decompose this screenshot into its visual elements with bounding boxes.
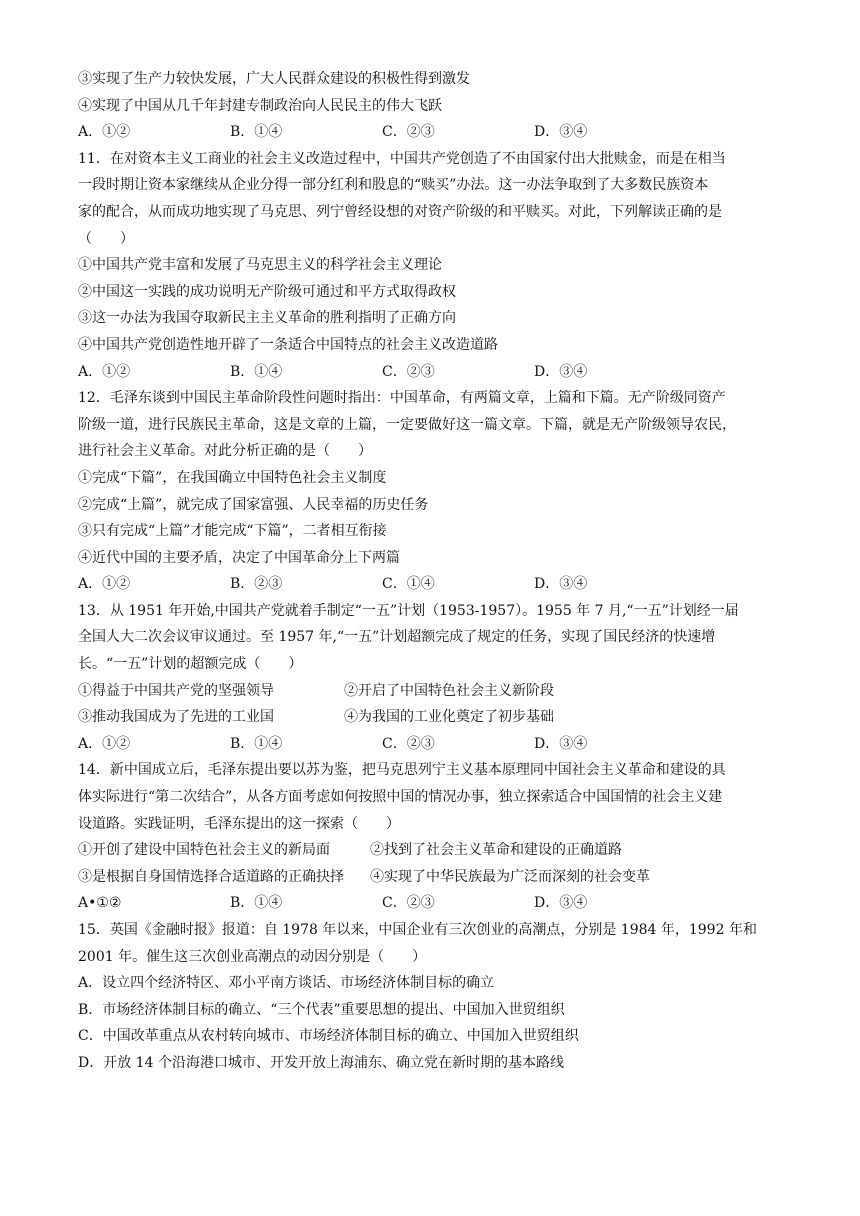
statement-3: ③是根据自身国情选择合适道路的正确抉择 <box>78 868 344 885</box>
answer-blank: （ ） <box>78 230 134 247</box>
statement-pair <box>78 678 790 705</box>
option-a[interactable]: A．①② <box>78 363 131 380</box>
option-a[interactable]: A．①② <box>78 124 131 141</box>
question-stem-line: 2001 年。催生这三次创业高潮点的动因分别是（ ） <box>78 948 427 965</box>
question-15 <box>78 917 790 1077</box>
answer-options <box>78 359 790 386</box>
question-stem-line: 阶级一道，进行民族民主革命，这是文章的上篇，一定要做好这一篇文章。下篇，就是无产阶级领导农民， <box>78 416 736 433</box>
answer-options <box>78 571 790 598</box>
statement-4: ④实现了中国从几千年封建专制政治向人民民主的伟大飞跃 <box>78 97 442 114</box>
question-stem-line: 体实际进行“第二次结合”，从各方面考虑如何按照中国的情况办事，独立探索适合中国国情的社会主义建 <box>78 789 723 806</box>
answer-options <box>78 119 790 146</box>
option-d[interactable]: D．③④ <box>534 576 588 593</box>
option-b[interactable]: B．①④ <box>230 735 283 752</box>
answer-options <box>78 890 790 917</box>
question-stem-line: 进行社会主义革命。对此分析正确的是（ ） <box>78 443 372 460</box>
statement-2: ②中国这一实践的成功说明无产阶级可通过和平方式取得政权 <box>78 283 456 300</box>
option-a[interactable]: A．①② <box>78 735 131 752</box>
statement-3: ③推动我国成为了先进的工业国 <box>78 709 274 726</box>
option-a[interactable]: A．①② <box>78 576 131 593</box>
option-d[interactable]: D．③④ <box>534 735 588 752</box>
option-c[interactable]: C．②③ <box>382 895 435 912</box>
option-d[interactable]: D．③④ <box>534 124 588 141</box>
question-14 <box>78 757 790 917</box>
choice-c[interactable]: C．中国改革重点从农村转向城市、市场经济体制目标的确立、中国加入世贸组织 <box>78 1028 579 1045</box>
exam-page <box>78 66 790 1077</box>
option-c[interactable]: C．①④ <box>382 576 435 593</box>
statement-4: ④为我国的工业化奠定了初步基础 <box>344 709 554 726</box>
question-13 <box>78 598 790 758</box>
option-d[interactable]: D．③④ <box>534 895 588 912</box>
question-10 <box>78 66 790 146</box>
statement-pair <box>78 864 790 891</box>
statement-4: ④实现了中华民族最为广泛而深刻的社会变革 <box>370 868 650 885</box>
statement-pair <box>78 837 790 864</box>
question-stem-line: 一段时期让资本家继续从企业分得一部分红利和股息的“赎买”办法。这一办法争取到了大多数民族资本 <box>78 177 709 194</box>
statement-3: ③这一办法为我国夺取新民主主义革命的胜利指明了正确方向 <box>78 310 456 327</box>
option-b[interactable]: B．①④ <box>230 895 283 912</box>
question-stem-line: 长。“一五”计划的超额完成（ ） <box>78 656 303 673</box>
question-12 <box>78 385 790 598</box>
option-b[interactable]: B．②③ <box>230 576 283 593</box>
question-stem-line: 13．从 1951 年开始,中国共产党就着手制定“一五”计划（1953-1957）。1955 年 7 月,“一五”计划经一届 <box>78 602 739 619</box>
option-c[interactable]: C．②③ <box>382 124 435 141</box>
statement-pair <box>78 704 790 731</box>
question-stem-line: 11．在对资本主义工商业的社会主义改造过程中，中国共产党创造了不由国家付出大批赎金，而是在相当 <box>78 150 726 167</box>
statement-1: ①得益于中国共产党的坚强领导 <box>78 682 274 699</box>
option-c[interactable]: C．②③ <box>382 363 435 380</box>
option-d[interactable]: D．③④ <box>534 363 588 380</box>
statement-2: ②完成“上篇”，就完成了国家富强、人民幸福的历史任务 <box>78 496 429 513</box>
statement-2: ②找到了社会主义革命和建设的正确道路 <box>370 842 622 859</box>
question-11 <box>78 146 790 385</box>
question-stem-line: 家的配合，从而成功地实现了马克思、列宁曾经设想的对资产阶级的和平赎买。对此，下列解读正确的是 <box>78 203 722 220</box>
choice-a[interactable]: A．设立四个经济特区、邓小平南方谈话、市场经济体制目标的确立 <box>78 975 495 992</box>
option-b[interactable]: B．①④ <box>230 363 283 380</box>
question-stem-line: 12．毛泽东谈到中国民主革命阶段性问题时指出：中国革命，有两篇文章，上篇和下篇。无产阶级同资产 <box>78 390 726 407</box>
answer-options <box>78 731 790 758</box>
statement-4: ④近代中国的主要矛盾，决定了中国革命分上下两篇 <box>78 549 400 566</box>
statement-4: ④中国共产党创造性地开辟了一条适合中国特点的社会主义改造道路 <box>78 336 498 353</box>
statement-1: ①完成“下篇”，在我国确立中国特色社会主义制度 <box>78 469 387 486</box>
choice-b[interactable]: B．市场经济体制目标的确立、“三个代表”重要思想的提出、中国加入世贸组织 <box>78 1001 565 1018</box>
question-stem-line: 14．新中国成立后，毛泽东提出要以苏为鉴，把马克思列宁主义基本原理同中国社会主义革命和建设的具 <box>78 762 726 779</box>
statement-3: ③实现了生产力较快发展，广大人民群众建设的积极性得到激发 <box>78 71 470 87</box>
option-a[interactable]: A•①② <box>78 895 122 912</box>
question-stem-line: 15．英国《金融时报》报道：自 1978 年以来，中国企业有三次创业的高潮点，分别是 1984 年，1992 年和 <box>78 922 757 938</box>
question-stem-line: 全国人大二次会议审议通过。至 1957 年,“一五”计划超额完成了规定的任务，实现了国民经济的快速增 <box>78 629 716 646</box>
statement-1: ①中国共产党丰富和发展了马克思主义的科学社会主义理论 <box>78 257 442 274</box>
question-stem-line: 设道路。实践证明，毛泽东提出的这一探索（ ） <box>78 815 400 832</box>
statement-2: ②开启了中国特色社会主义新阶段 <box>344 682 554 699</box>
option-c[interactable]: C．②③ <box>382 735 435 752</box>
choice-d[interactable]: D．开放 14 个沿海港口城市、开发开放上海浦东、确立党在新时期的基本路线 <box>78 1054 564 1071</box>
statement-1: ①开创了建设中国特色社会主义的新局面 <box>78 842 330 859</box>
option-b[interactable]: B．①④ <box>230 124 283 141</box>
statement-3: ③只有完成“上篇”才能完成“下篇”，二者相互衔接 <box>78 523 387 540</box>
